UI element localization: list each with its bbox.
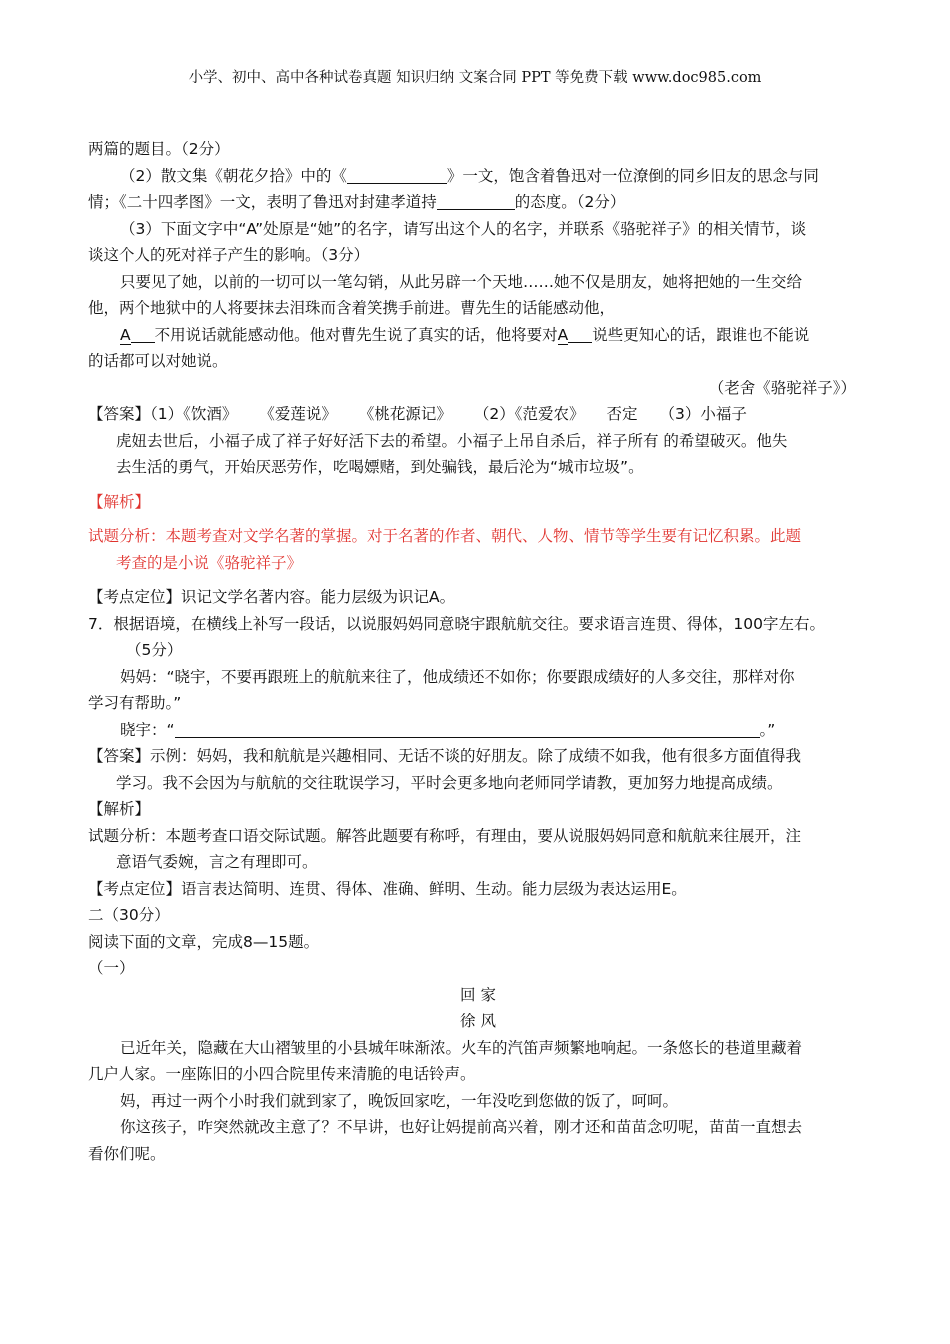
quote-line: 他，两个地狱中的人将要抹去泪珠而含着笑携手前进。曹先生的话能感动他， xyxy=(88,299,616,317)
blank-line xyxy=(347,165,447,184)
blank-line xyxy=(568,324,592,343)
dialogue-line: 学习有帮助。” xyxy=(88,694,182,712)
blank-line xyxy=(131,324,155,343)
analysis-heading: 【解析】 xyxy=(88,800,151,818)
page-header: 小学、初中、高中各种试卷真题 知识归纳 文案合同 PPT 等免费下载 www.doc985.com xyxy=(188,70,762,86)
article-paragraph: 看你们呢。 xyxy=(88,1144,166,1163)
quote-line: A 不用说话就能感动他。他对曹先生说了真实的话，他将要对A 说些更知心的话，跟谁也不能说 xyxy=(120,325,810,344)
quote-source: （老舍《骆驼祥子》） xyxy=(708,378,856,397)
text-line: 情；《二十四孝图》一文，表明了鲁迅对封建孝道持 的态度。（2分） xyxy=(88,193,626,211)
blank-line xyxy=(175,719,760,738)
article-author: 徐 风 xyxy=(460,1012,496,1030)
analysis-text: 试题分析：本题考查口语交际试题。解答此题要有称呼，有理由，要从说服妈妈同意和航航来往展开，注 xyxy=(88,826,802,845)
article-paragraph: 几户人家。一座陈旧的小四合院里传来清脆的电话铃声。 xyxy=(88,1065,476,1083)
document-body xyxy=(88,136,868,1167)
article-paragraph: 你这孩子，咋突然就改主意了？不早讲，也好让妈提前高兴着，刚才还和苗苗念叨呢，苗苗一直想去 xyxy=(120,1118,803,1136)
article-title: 回 家 xyxy=(460,985,496,1004)
quote-line: 的话都可以对她说。 xyxy=(88,352,228,370)
quote-line: 只要见了她，以前的一切可以一笔勾销，从此另辟一个天地……她不仅是朋友，她将把她的一生交给 xyxy=(120,272,803,291)
question-7: 7．根据语境，在横线上补写一段话，以说服妈妈同意晓宇跟航航交往。要求语言连贯、得体，100字左右。 xyxy=(88,614,825,633)
question-3: （3）下面文字中“A”处原是“她”的名字，请写出这个人的名字，并联系《骆驼祥子》的相关情节，谈 xyxy=(120,219,807,238)
analysis-text: 试题分析：本题考查对文学名著的掌握。对于名著的作者、朝代、人物、情节等学生要有记忆积累。此题 xyxy=(88,527,802,545)
question-score: （5分） xyxy=(126,641,183,659)
analysis-heading: 【解析】 xyxy=(88,492,151,511)
exam-point: 【考点定位】语言表达简明、连贯、得体、准确、鲜明、生动。能力层级为表达运用E。 xyxy=(88,879,687,898)
analysis-text: 意语气委婉，言之有理即可。 xyxy=(116,853,318,871)
answer-line: 【答案】（1）《饮酒》 《爱莲说》 《桃花源记》 （2）《范爱农》 否定 （3）小福子 xyxy=(88,405,747,423)
blank-line xyxy=(437,191,515,210)
text-line: 两篇的题目。（2分） xyxy=(88,140,230,158)
text-line: 谈这个人的死对祥子产生的影响。（3分） xyxy=(88,246,370,264)
exam-point: 【考点定位】识记文学名著内容。能力层级为识记A。 xyxy=(88,588,456,606)
question-2: （2）散文集《朝花夕拾》中的《 》一文，饱含着鲁迅对一位潦倒的同乡旧友的思念与同 xyxy=(120,166,819,185)
section-heading: 二（30分） xyxy=(88,906,170,924)
dialogue-line: 妈妈：“晓宇，不要再跟班上的航航来往了，他成绩还不如你；你要跟成绩好的人多交往，那样对你 xyxy=(120,667,795,686)
article-paragraph: 妈，再过一两个小时我们就到家了，晚饭回家吃，一年没吃到您做的饭了，呵呵。 xyxy=(120,1091,679,1110)
answer-line: 虎妞去世后，小福子成了祥子好好活下去的希望。小福子上吊自杀后，祥子所有 的希望破灭。他失 xyxy=(116,431,788,450)
instruction-line: 阅读下面的文章，完成8—15题。 xyxy=(88,932,320,951)
answer-line: 【答案】示例：妈妈，我和航航是兴趣相同、无话不谈的好朋友。除了成绩不如我，他有很多方面值得我 xyxy=(88,747,802,765)
answer-blank-line: 晓宇：“ 。” xyxy=(120,720,776,739)
subsection-heading: （一） xyxy=(88,959,135,977)
article-paragraph: 已近年关，隐藏在大山褶皱里的小县城年味渐浓。火车的汽笛声频繁地响起。一条悠长的巷道里藏着 xyxy=(120,1038,803,1057)
analysis-text: 考查的是小说《骆驼祥子》 xyxy=(116,553,303,572)
answer-line: 去生活的勇气，开始厌恶劳作，吃喝嫖赌，到处骗钱，最后沦为“城市垃圾”。 xyxy=(116,458,644,476)
answer-line: 学习。我不会因为与航航的交往耽误学习，平时会更多地向老师同学请教，更加努力地提高成绩。 xyxy=(116,773,783,792)
